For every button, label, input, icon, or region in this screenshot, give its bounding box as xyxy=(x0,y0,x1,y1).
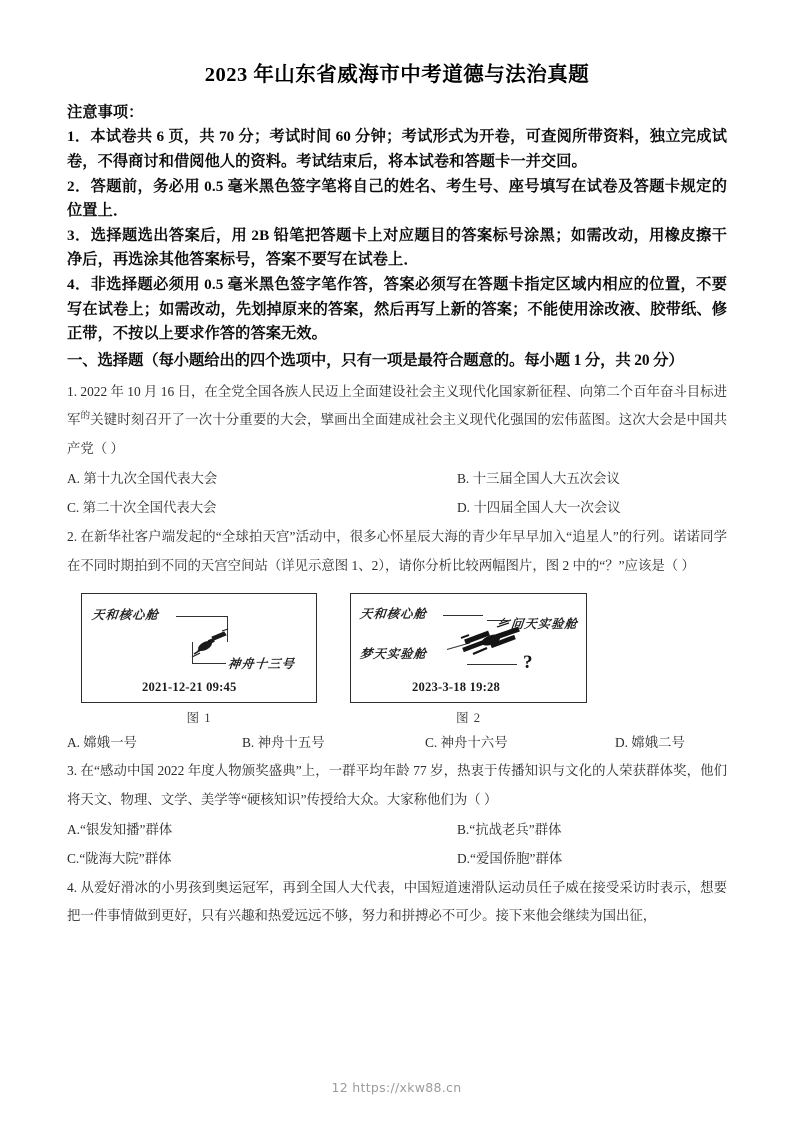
section-heading-choice: 一、选择题（每小题给出的四个选项中，只有一项是最符合题意的。每小题 1 分，共 20 分） xyxy=(67,351,684,369)
question-2-figures xyxy=(67,593,727,726)
figure-1-leader-line-bottom-horizontal xyxy=(192,663,226,664)
figure-2-leader-line-wentian xyxy=(487,620,511,621)
question-1-option-b[interactable]: B. 十三届全国人大五次会议 xyxy=(457,470,620,486)
question-2-stem: 2. 在新华社客户端发起的“全球拍天宫”活动中，很多心怀星辰大海的青少年早早加入“追星人”的行列。诺诺同学在不同时期拍到不同的天宫空间站（详见示意图 1、2），请你分析比较两幅图片，图 2 中的“？”应该是（ ） xyxy=(67,528,727,573)
question-4-stem: 4. 从爱好滑冰的小男孩到奥运冠军，再到全国人大代表，中国短道速滑队运动员任子威在接受采访时表示，想要把一件事情做到更好，只有兴趣和热爱远远不够，努力和拼搏必不可少。接下来他会继续为国出征， xyxy=(67,879,727,924)
question-3-option-b[interactable]: B.“抗战老兵”群体 xyxy=(457,821,562,837)
figure-2-leader-line-unknown xyxy=(467,664,517,665)
figure-2-timestamp: 2023-3-18 19:28 xyxy=(412,679,500,694)
page-title: 2023 年山东省威海市中考道德与法治真题 xyxy=(204,64,590,86)
question-1-stem-part2: 关键时刻召开了一次十分重要的大会，擘画出全面建成社会主义现代化强国的宏伟蓝图。这次大会是中国共产党（ ） xyxy=(67,412,728,457)
question-1-option-d[interactable]: D. 十四届全国人大一次会议 xyxy=(457,500,621,516)
notice-block xyxy=(67,101,727,347)
figure-2-label-tianhe: 天和核心舱 xyxy=(359,605,428,621)
figure-1-box xyxy=(81,593,317,703)
notice-item-4: 4．非选择题必须用 0.5 毫米黑色签字笔作答，答案必须写在答题卡指定区域内相应的位置，不要写在试卷上；如需改动，先划掉原来的答案，然后再写上新的答案；不能使用涂改液、胶带纸、修正带，不按以上要求作答的答案无效。 xyxy=(67,276,727,343)
question-3-stem: 3. 在“感动中国 2022 年度人物颁奖盛典”上，一群平均年龄 77 岁，热衷于传播知识与文化的人荣获群体奖，他们将天文、物理、文学、美学等“硬核知识”传授给大众。大家称他们为（ ） xyxy=(67,763,727,807)
figure-2-wrapper xyxy=(350,593,587,726)
question-2 xyxy=(67,523,727,757)
question-2-option-a[interactable]: A. 嫦娥一号 xyxy=(67,734,137,750)
notice-item-1: 1．本试卷共 6 页，共 70 分；考试时间 60 分钟；考试形式为开卷，可查阅所带资料，独立完成试卷，不得商讨和借阅他人的资料。考试结束后，将本试卷和答题卡一并交回。 xyxy=(67,128,727,170)
figure-2-label-mengtian: 梦天实验舱 xyxy=(359,645,428,661)
question-2-option-c[interactable]: C. 神舟十六号 xyxy=(425,734,508,750)
figure-1-timestamp: 2021-12-21 09:45 xyxy=(142,679,237,694)
figure-1-leader-line-bottom-vertical xyxy=(192,642,193,664)
figure-1-wrapper xyxy=(81,593,317,726)
figure-2-unknown-marker: ? xyxy=(523,651,533,673)
figure-2-caption: 图 2 xyxy=(455,710,482,725)
question-1-stem-part1: 1. 2022 年 10 月 16 日，在全党全国各族人民迈上全面建设社会主义现代化国家新征程、向第二个百年奋斗目标进军 xyxy=(67,383,727,428)
question-3 xyxy=(67,757,727,874)
question-1-stem-sup: 的 xyxy=(80,411,91,422)
question-2-option-d[interactable]: D. 嫦娥二号 xyxy=(615,734,685,750)
question-2-option-b[interactable]: B. 神舟十五号 xyxy=(242,734,325,750)
question-1-options xyxy=(67,464,727,523)
question-3-option-c[interactable]: C.“陇海大院”群体 xyxy=(67,851,172,867)
question-1-option-a[interactable]: A. 第十九次全国代表大会 xyxy=(67,470,218,486)
figure-2-label-wentian: 问天实验舱 xyxy=(510,615,579,631)
question-4 xyxy=(67,874,727,932)
question-1 xyxy=(67,378,727,523)
question-3-option-d[interactable]: D.“爱国侨胞”群体 xyxy=(457,851,563,867)
notice-item-3: 3．选择题选出答案后，用 2B 铅笔把答题卡上对应题目的答案标号涂黑；如需改动，用橡皮擦干净后，再选涂其他答案标号，答案不要写在试卷上． xyxy=(67,226,727,269)
figure-1-caption: 图 1 xyxy=(186,710,212,725)
page-footer-watermark: 12 https://xkw88.cn xyxy=(331,1080,462,1095)
question-3-option-a[interactable]: A.“银发知播”群体 xyxy=(67,821,173,837)
figure-1-label-shenzhou: 神舟十三号 xyxy=(227,655,296,671)
question-1-stem xyxy=(67,378,727,464)
question-2-options xyxy=(67,728,727,757)
figure-2-box xyxy=(350,593,587,703)
question-3-options xyxy=(67,815,727,874)
figure-1-leader-line-top-horizontal xyxy=(176,616,228,617)
notice-item-2: 2．答题前，务必用 0.5 毫米黑色签字笔将自己的姓名、考生号、座号填写在试卷及答题卡规定的位置上． xyxy=(67,177,727,220)
notice-heading: 注意事项： xyxy=(67,103,144,121)
question-1-option-c[interactable]: C. 第二十次全国代表大会 xyxy=(67,500,217,516)
page-content xyxy=(67,62,727,931)
figure-1-label-tianhe: 天和核心舱 xyxy=(91,606,160,622)
